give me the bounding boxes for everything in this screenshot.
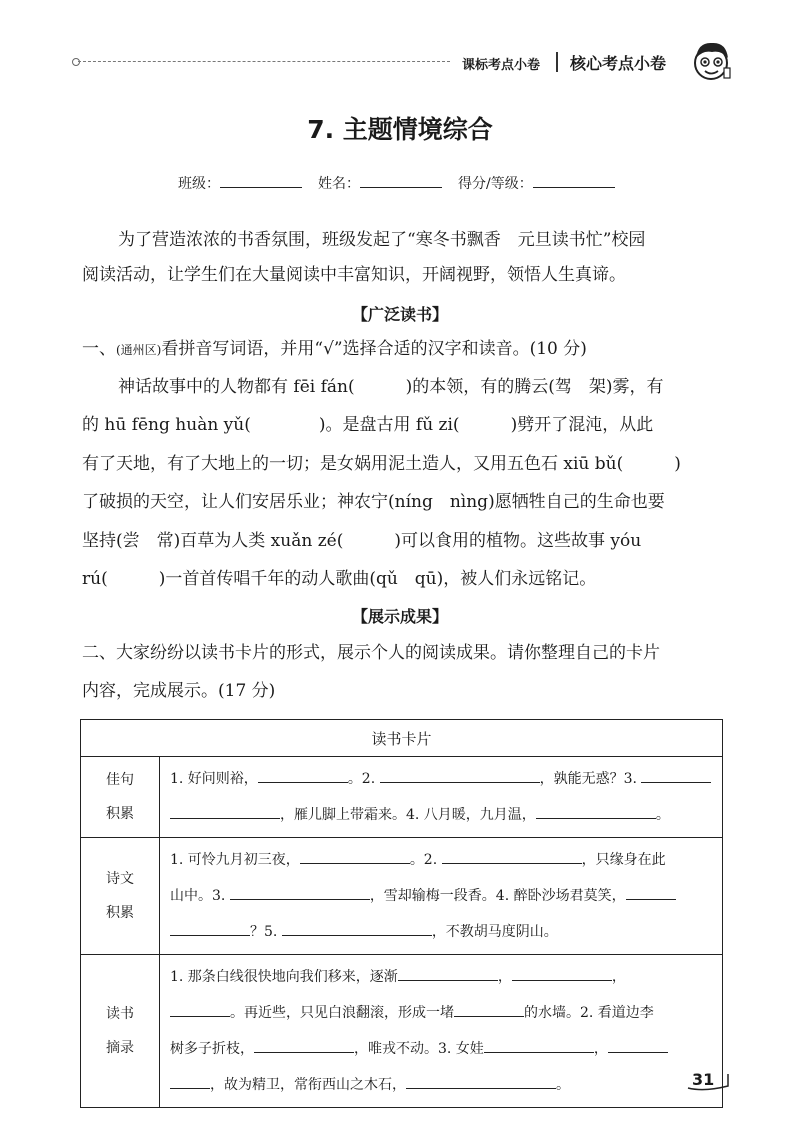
q1-line-4: 了破损的天空，让人们安居乐业；神农宁(níng nìng)愿牺牲自己的生命也要 <box>82 492 665 512</box>
card-row-poems <box>81 838 723 955</box>
blank[interactable] <box>406 1074 556 1089</box>
row-content-poems: 1. 可怜九月初三夜， 。2. ，只缘身在此 山中。3. ，雪却输梅一段香。4. 醉卧沙场君莫笑， ？5. ，不教胡马度阴山。 <box>160 838 723 955</box>
header-small-label: 课标考点小卷 <box>462 58 541 73</box>
blank[interactable] <box>536 804 656 819</box>
name-blank[interactable] <box>360 173 442 188</box>
section1-heading: 【广泛读书】 <box>351 305 448 324</box>
row-content-sentences: 1. 好问则裕， 。2. ，孰能无惑？3. ，雁儿脚上带霜来。4. 八月暖，九月温， 。 <box>160 757 723 838</box>
name-label: 姓名： <box>318 176 360 192</box>
question-1-text: 看拼音写词语，并用“√”选择合适的汉字和读音。(10 分) <box>161 339 587 359</box>
score-label: 得分/等级： <box>458 176 533 192</box>
score-blank[interactable] <box>533 173 615 188</box>
card-title: 读书卡片 <box>81 720 723 757</box>
blank[interactable] <box>258 768 348 783</box>
blank[interactable] <box>282 921 432 936</box>
intro-line-2: 阅读活动，让学生们在大量阅读中丰富知识，开阔视野，领悟人生真谛。 <box>82 265 626 285</box>
header-separator <box>556 52 558 72</box>
section2-heading: 【展示成果】 <box>351 607 448 626</box>
blank[interactable] <box>442 849 582 864</box>
blank[interactable] <box>170 1074 210 1089</box>
row-label-excerpts: 读书 摘录 <box>81 955 160 1108</box>
question-1 <box>82 337 587 362</box>
intro-line-1: 为了营造浓浓的书香氛围，班级发起了“寒冬书飘香 元旦读书忙”校园 <box>118 230 646 250</box>
row-content-excerpts: 1. 那条白线很快地向我们移来，逐渐 ， ， 。再近些，只见白浪翻滚，形成一堵 的水墙。2. 看道边李 树多子折枝， ，唯戎不动。3. 女娃 ， ，故为精卫，常衔西山之木石， 。 <box>160 955 723 1108</box>
blank[interactable] <box>641 768 711 783</box>
name-field <box>318 173 442 193</box>
mascot-icon <box>688 38 734 84</box>
q1-line-1: 神话故事中的人物都有 fēi fán( )的本领，有的腾云(驾 架)雾，有 <box>118 377 664 397</box>
blank[interactable] <box>626 885 676 900</box>
blank[interactable] <box>170 804 280 819</box>
class-label: 班级： <box>178 176 220 192</box>
question-2-line-2: 内容，完成展示。(17 分) <box>82 681 276 701</box>
card-row-excerpts <box>81 955 723 1108</box>
q1-line-5: 坚持(尝 常)百草为人类 xuǎn zé( )可以食用的植物。这些故事 yóu <box>82 531 642 551</box>
row-label-sentences: 佳句 积累 <box>81 757 160 838</box>
header-dot <box>72 58 80 66</box>
class-field <box>178 173 302 193</box>
blank[interactable] <box>454 1002 524 1017</box>
score-field <box>458 173 615 193</box>
page-number: 31 <box>692 1070 715 1089</box>
blank[interactable] <box>254 1038 354 1053</box>
page-title: 7. 主题情境综合 <box>307 115 493 144</box>
blank[interactable] <box>608 1038 668 1053</box>
blank[interactable] <box>170 1002 230 1017</box>
class-blank[interactable] <box>220 173 302 188</box>
card-row-sentences <box>81 757 723 838</box>
question-2-line-1: 二、大家纷纷以读书卡片的形式，展示个人的阅读成果。请你整理自己的卡片 <box>82 643 660 663</box>
reading-card-table <box>80 719 723 1108</box>
q1-line-6: rú( )一首首传唱千年的动人歌曲(qǔ qū)，被人们永远铭记。 <box>82 569 597 589</box>
page-number-bracket-icon <box>684 1068 732 1092</box>
blank[interactable] <box>300 849 410 864</box>
header-big-label: 核心考点小卷 <box>570 54 667 73</box>
blank[interactable] <box>484 1038 594 1053</box>
blank[interactable] <box>398 966 498 981</box>
blank[interactable] <box>380 768 540 783</box>
question-1-prefix: 一、 <box>82 339 116 359</box>
header-dashed-line <box>78 61 450 62</box>
row-label-poems: 诗文 积累 <box>81 838 160 955</box>
blank[interactable] <box>230 885 370 900</box>
q1-line-3: 有了天地，有了大地上的一切；是女娲用泥土造人，又用五色石 xiū bǔ( ) <box>82 454 681 474</box>
question-1-tag: (通州区) <box>116 343 162 357</box>
blank[interactable] <box>170 921 250 936</box>
q1-line-2: 的 hū fēng huàn yǔ( )。是盘古用 fǔ zi( )劈开了混沌，从此 <box>82 415 654 435</box>
blank[interactable] <box>512 966 612 981</box>
